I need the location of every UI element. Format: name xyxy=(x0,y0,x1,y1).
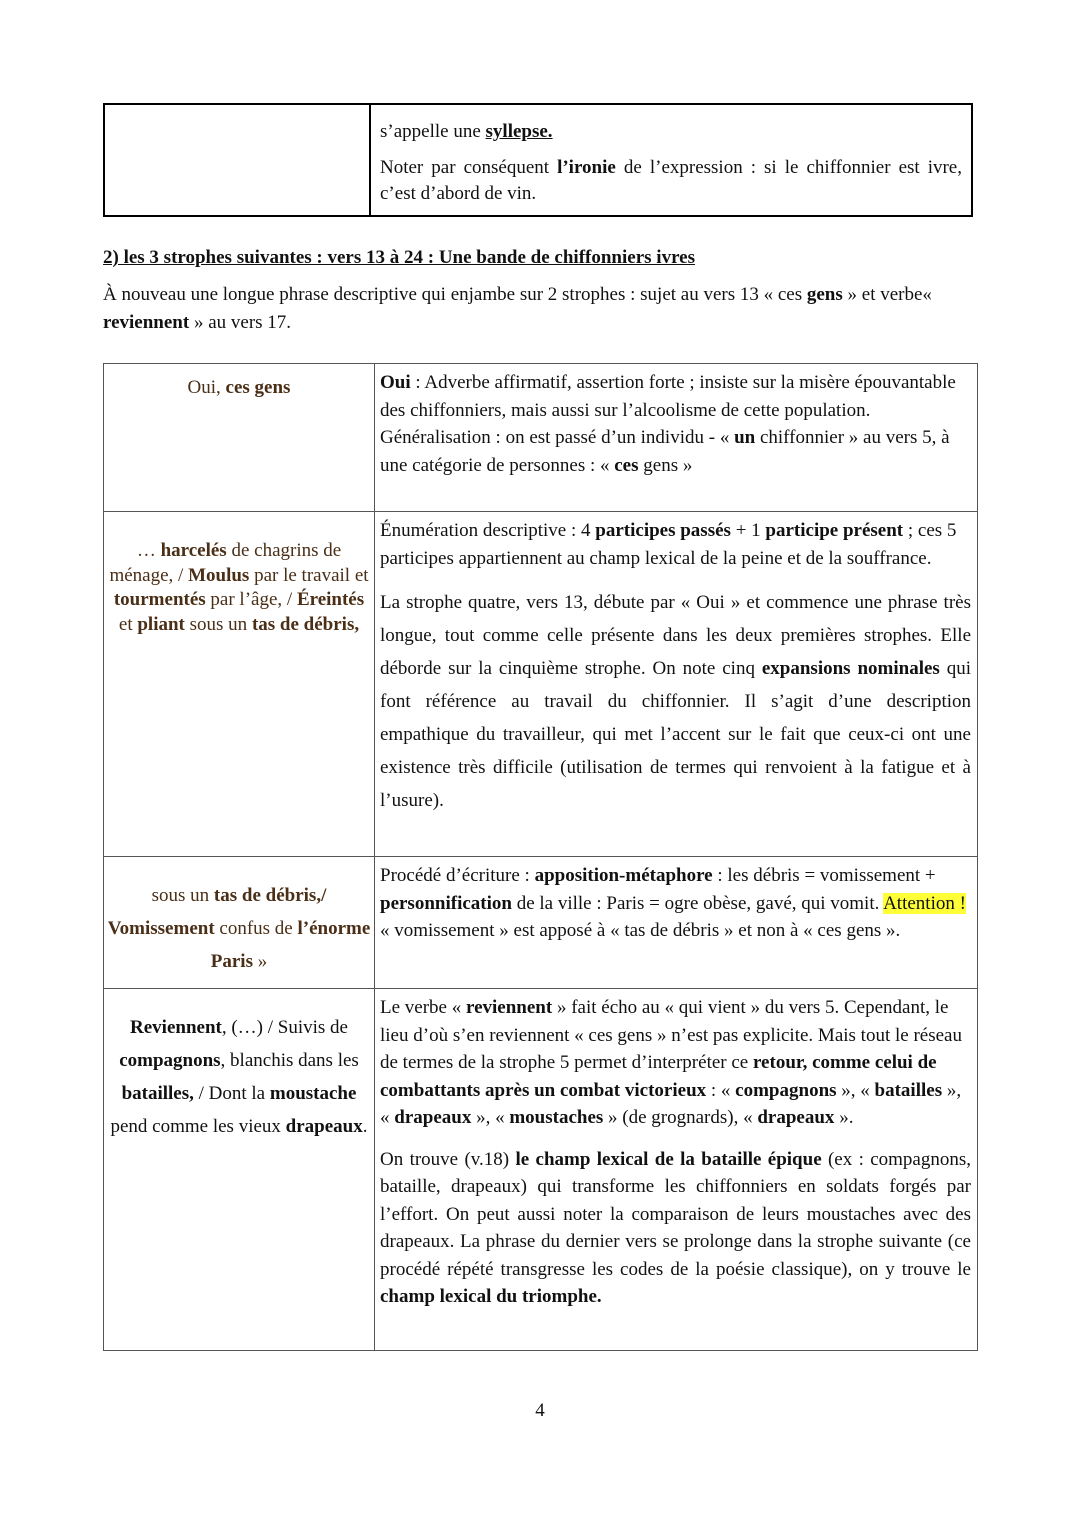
text-run: Énumération descriptive : 4 xyxy=(380,520,596,541)
quote-cell xyxy=(104,857,375,989)
emphasized-text: participes passés xyxy=(595,520,731,541)
text-run: + 1 xyxy=(730,520,766,541)
analysis-paragraph xyxy=(380,586,971,817)
emphasized-text: Oui xyxy=(380,372,411,393)
quote-cell xyxy=(104,104,370,216)
text-run: gens » xyxy=(638,454,693,476)
text-run: sous un xyxy=(151,885,214,906)
text-run: « vomissement » est apposé à « tas de débris » et non à « ces gens ». xyxy=(380,920,901,941)
text-run: chiffonnier » au vers 5, à une catégorie de personnes : « xyxy=(380,427,950,476)
text-run: de la ville : Paris = ogre obèse, gavé, qui vomit. xyxy=(511,892,884,914)
emphasized-text: reviennent xyxy=(103,312,190,333)
text-run: La strophe quatre, vers 13, débute par « Oui » et commence une phrase très longue, tout comme celle présente dans les deux premières strophes. Elle déborde sur la cinquième strophe. On note cinq xyxy=(380,592,971,679)
text-run: . xyxy=(362,1116,368,1137)
emphasized-text: le champ lexical de la bataille épique xyxy=(515,1148,822,1170)
text-run: qui font référence au travail du chiffonnier. Il s’agit d’une description empathique du travailleur, qui met l’accent sur le fait que ceux-ci ont une existence très difficile (utilisation de termes qui renvoient à la fatigue et à l’usure). xyxy=(380,658,972,811)
table-row xyxy=(104,857,978,989)
text-run: , (…) / Suivis de xyxy=(221,1017,348,1038)
emphasized-text: moustache xyxy=(269,1083,357,1104)
emphasized-text: retour, comme celui de combattants après un combat victorieux xyxy=(380,1052,937,1101)
section-intro xyxy=(103,281,973,337)
emphasized-text: compagnons xyxy=(119,1050,221,1071)
analysis-paragraph xyxy=(380,119,962,145)
text-run: » xyxy=(252,951,268,972)
emphasized-text: drapeaux xyxy=(394,1107,472,1128)
analysis-paragraph xyxy=(380,424,971,479)
emphasized-text: Reviennent xyxy=(130,1017,222,1038)
text-run: Procédé d’écriture : xyxy=(380,865,535,886)
text-run: Noter par conséquent xyxy=(380,157,558,178)
analysis-paragraph xyxy=(380,862,971,945)
table-row xyxy=(104,364,978,512)
text-run: » et verbe« xyxy=(842,284,932,305)
emphasized-text: Moulus xyxy=(188,564,250,586)
analysis-paragraph xyxy=(380,517,971,572)
text-run: / Dont la xyxy=(193,1083,270,1104)
text-run: … xyxy=(136,540,161,561)
emphasized-text: un xyxy=(734,427,756,448)
text-run: ». xyxy=(834,1107,854,1128)
emphasized-text: tourmentés xyxy=(113,589,206,610)
quote-text xyxy=(106,374,372,401)
text-run: » au vers 17. xyxy=(189,312,292,333)
text-run: sous un xyxy=(184,613,252,635)
text-run: de l’expression : si le chiffonnier est ivre, c’est d’abord de vin. xyxy=(380,157,962,204)
emphasized-text: participe présent xyxy=(765,520,904,541)
text-run: s’appelle une xyxy=(380,121,486,142)
emphasized-text: champ lexical du triomphe. xyxy=(380,1286,602,1307)
analysis-paragraph xyxy=(380,369,971,424)
analysis-paragraph xyxy=(380,994,971,1132)
analysis-cell xyxy=(375,857,978,989)
table-row xyxy=(104,104,972,216)
page-number: 4 xyxy=(535,1400,545,1421)
highlighted-text: Attention ! xyxy=(883,892,966,914)
table-row xyxy=(104,989,978,1351)
text-run: Oui, xyxy=(187,377,226,398)
text-run: de chagrins de ménage, / xyxy=(109,540,342,586)
analysis-cell xyxy=(375,364,978,512)
analysis-paragraph xyxy=(380,155,962,207)
quote-cell xyxy=(104,512,375,857)
analysis-table xyxy=(103,363,978,1351)
emphasized-text: ces xyxy=(614,454,639,476)
text-run: par le travail et xyxy=(249,564,369,586)
emphasized-text: drapeaux xyxy=(757,1107,835,1128)
text-run: : Adverbe affirmatif, assertion forte ; insiste sur la misère épouvantable des chiffonniers, mais aussi sur l’alcoolisme de cette population. xyxy=(380,372,956,421)
emphasized-text: batailles, xyxy=(121,1083,194,1104)
text-run: , blanchis dans les xyxy=(220,1050,359,1071)
text-run: ; ces 5 participes appartiennent au champ lexical de la peine et de la souffrance. xyxy=(380,520,957,569)
analysis-cell xyxy=(375,512,978,857)
text-run: par l’âge, / xyxy=(205,589,297,610)
emphasized-text: apposition-métaphore xyxy=(534,865,713,886)
continued-analysis-table xyxy=(103,103,973,217)
emphasized-text: expansions nominales xyxy=(761,658,940,679)
text-run: pend comme les vieux xyxy=(110,1116,286,1137)
emphasized-text: Vomissement xyxy=(107,918,215,939)
emphasized-text: moustaches xyxy=(509,1107,604,1128)
section-heading: 2) les 3 strophes suivantes : vers 13 à 24 : Une bande de chiffonniers ivres xyxy=(103,247,695,268)
text-run: », « xyxy=(380,1079,962,1128)
emphasized-text: batailles xyxy=(874,1079,943,1101)
emphasized-text: pliant xyxy=(137,613,185,635)
text-run: : « xyxy=(706,1079,736,1101)
emphasized-text: tas de débris,/ xyxy=(213,885,327,906)
quote-text xyxy=(106,539,372,637)
emphasized-text: ces gens xyxy=(225,377,291,398)
emphasized-text: drapeaux xyxy=(285,1116,363,1137)
text-run: confus de xyxy=(214,918,298,939)
quote-cell xyxy=(104,989,375,1351)
text-run: Généralisation : on est passé d’un individu - « xyxy=(380,427,735,448)
emphasized-text: tas de débris, xyxy=(251,613,360,635)
quote-text xyxy=(106,1011,372,1143)
quote-cell xyxy=(104,364,375,512)
emphasized-text: l’ironie xyxy=(557,157,616,178)
text-run: (ex : compagnons, bataille, drapeaux) qui transforme les chiffonniers en soldats forgés par l’effort. On peut aussi noter la comparaison de leurs moustaches avec des drapeaux. La phrase du dernier vers se prolonge dans la strophe suivante (ce procédé répété transgresse les codes de la poésie classique), on y trouve le xyxy=(380,1148,971,1280)
emphasized-text: harcelés xyxy=(160,540,227,561)
emphasized-text: syllepse. xyxy=(485,121,553,142)
text-run: : les débris = vomissement + xyxy=(712,865,936,886)
emphasized-text: Éreintés xyxy=(296,589,365,610)
emphasized-text: compagnons xyxy=(735,1079,837,1101)
text-run: » fait écho au « qui vient » du vers 5. Cependant, le lieu d’où s’en reviennent « ces gens » n’est pas explicite. Mais tout le réseau de termes de la strophe 5 permet d’interpréter ce xyxy=(380,997,962,1073)
emphasized-text: l’énorme Paris xyxy=(210,918,371,972)
text-run: On trouve (v.18) xyxy=(380,1148,516,1170)
text-run: À nouveau une longue phrase descriptive qui enjambe sur 2 strophes : sujet au vers 13 « ces xyxy=(103,284,807,305)
quote-text xyxy=(106,879,372,978)
emphasized-text: gens xyxy=(806,284,843,305)
table-row xyxy=(104,512,978,857)
analysis-paragraph xyxy=(380,1146,971,1311)
analysis-cell xyxy=(375,989,978,1351)
analysis-cell xyxy=(370,104,972,216)
text-run: », « xyxy=(471,1107,510,1128)
emphasized-text: reviennent xyxy=(465,997,553,1018)
text-run: » (de grognards), « xyxy=(603,1107,758,1128)
text-run: Le verbe « xyxy=(380,997,466,1018)
text-run: », « xyxy=(836,1079,875,1101)
text-run: et xyxy=(118,613,138,635)
emphasized-text: personnification xyxy=(380,892,512,914)
